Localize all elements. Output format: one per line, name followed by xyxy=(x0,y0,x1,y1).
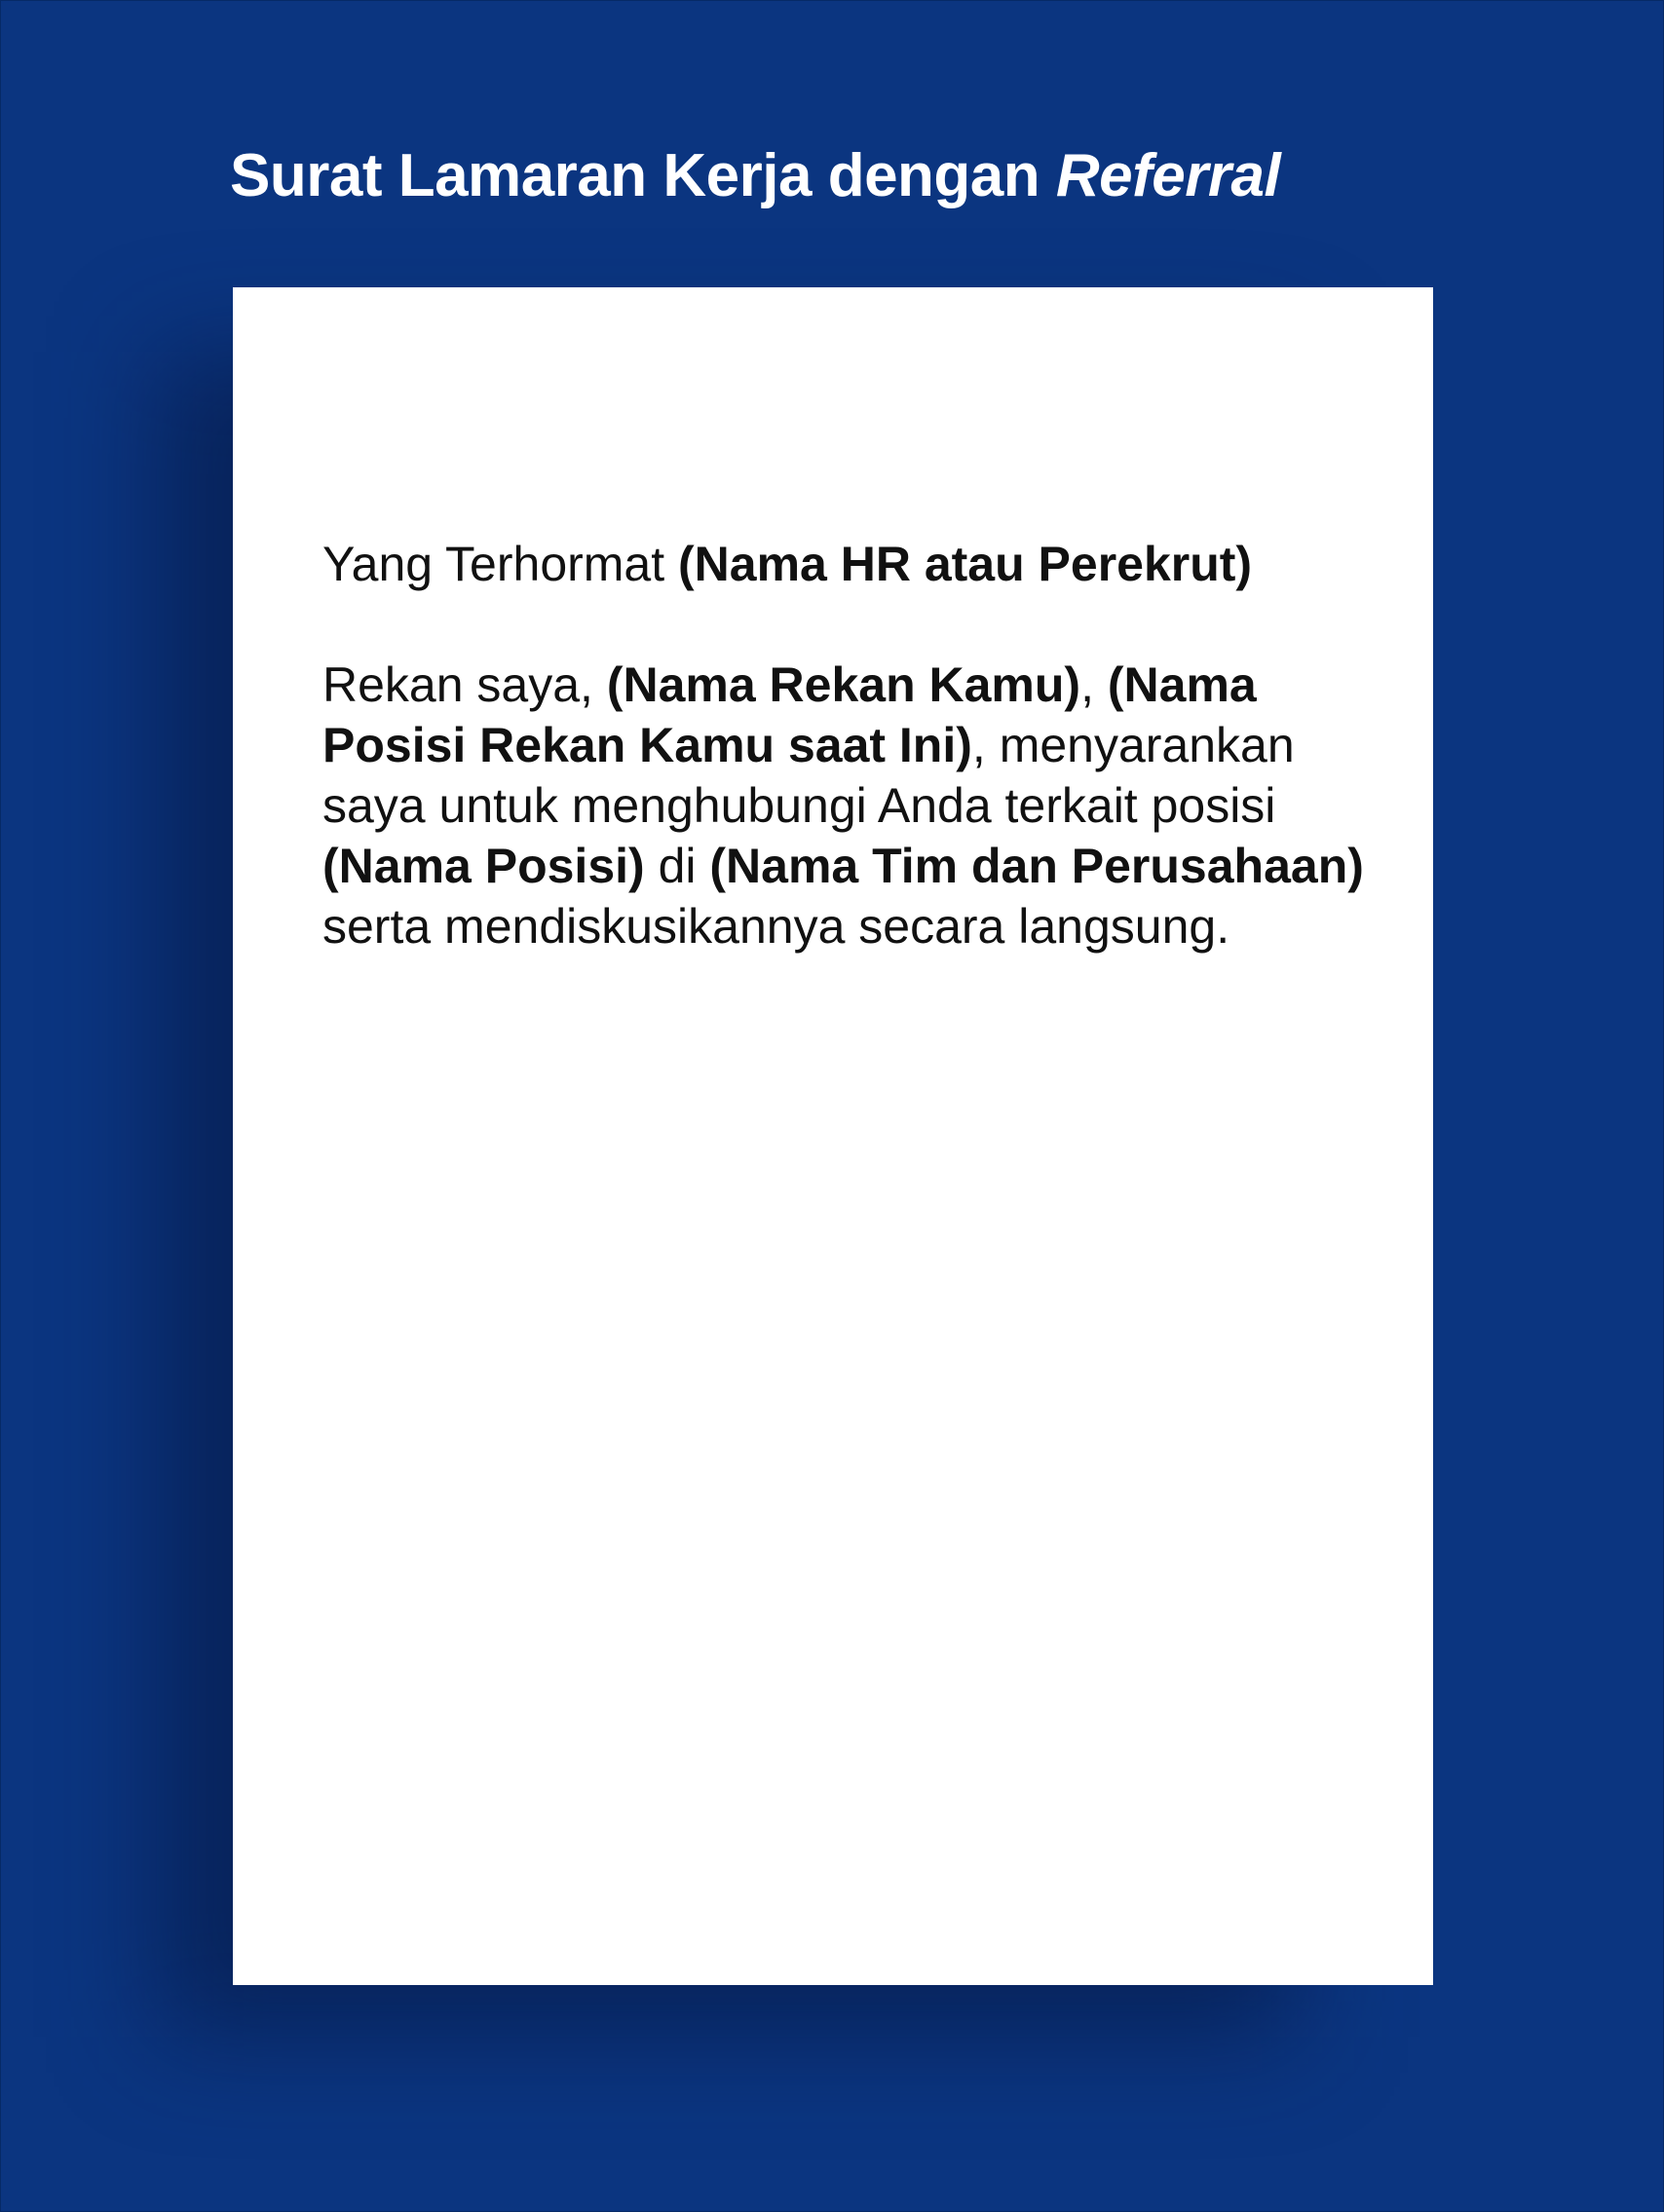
letter-body xyxy=(322,655,1375,956)
body-text-2: , xyxy=(1080,657,1108,712)
body-text-5: serta mendiskusikannya secara langsung. xyxy=(322,899,1230,954)
body-text-1: Rekan saya, xyxy=(322,657,607,712)
page-title-main: Surat Lamaran Kerja dengan xyxy=(230,142,1056,209)
placeholder-colleague-name: (Nama Rekan Kamu) xyxy=(606,657,1081,712)
body-text-4: di xyxy=(644,839,710,893)
placeholder-team-company: (Nama Tim dan Perusahaan) xyxy=(709,839,1364,893)
letter-content xyxy=(322,534,1375,956)
body-text-3: , menyarankan saya untuk menghubungi Anda terkait posisi xyxy=(322,718,1295,833)
letter-greeting xyxy=(322,534,1375,594)
greeting-text: Yang Terhormat xyxy=(322,537,679,591)
page-title-italic: Referral xyxy=(1055,142,1281,209)
page-title xyxy=(230,137,1280,215)
placeholder-colleague-position: (Nama Posisi Rekan Kamu saat Ini) xyxy=(322,657,1257,772)
placeholder-position: (Nama Posisi) xyxy=(322,839,645,893)
greeting-placeholder: (Nama HR atau Perekrut) xyxy=(678,537,1253,591)
letter-paper xyxy=(233,287,1433,1985)
